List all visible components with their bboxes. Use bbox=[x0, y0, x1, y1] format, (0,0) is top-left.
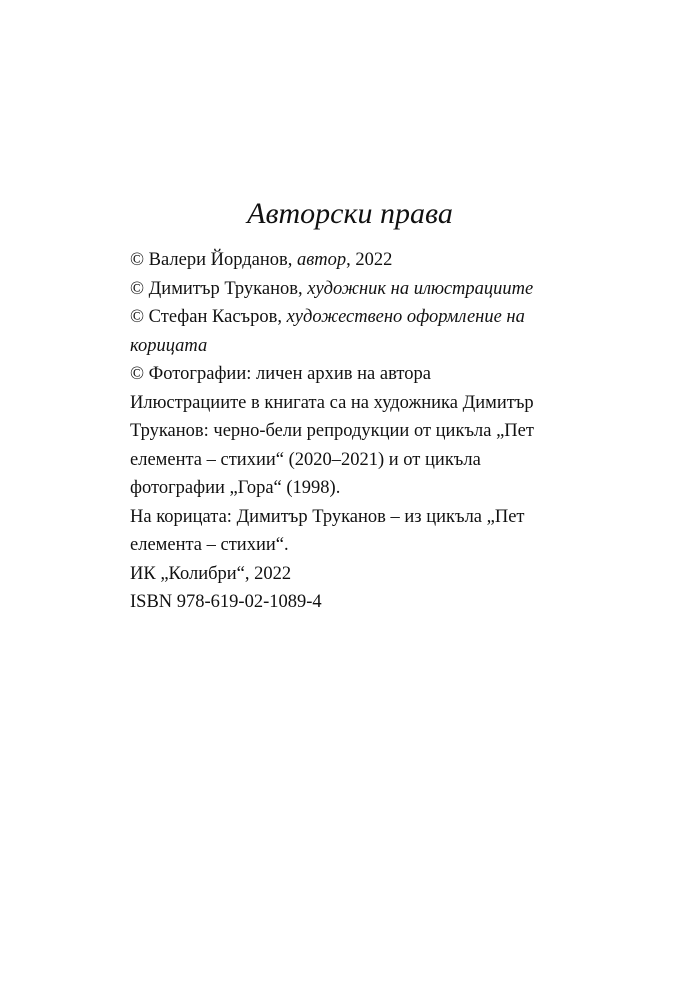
author-credit bbox=[130, 246, 570, 275]
cover-designer-credit-role-2: корицата bbox=[130, 335, 208, 356]
publisher-line: ИК „Колибри“, 2022 bbox=[130, 563, 292, 584]
isbn-line: ISBN 978-619-02-1089-4 bbox=[130, 592, 322, 612]
cover-designer-credit-prefix: © Стефан Касъров, bbox=[130, 307, 287, 327]
page-title: Авторски права bbox=[247, 197, 453, 230]
author-credit-prefix: © Валери Йорданов, bbox=[130, 250, 297, 270]
illustrator-credit-role: художник на илюстрациите bbox=[307, 278, 534, 299]
cover-designer-credit bbox=[130, 303, 570, 332]
cover-designer-credit-role-1: художествено оформление на bbox=[286, 307, 525, 327]
photos-credit: © Фотографии: личен архив на автора bbox=[130, 364, 431, 384]
illustrator-credit bbox=[130, 275, 570, 304]
cover-note-line: елемента – стихии“. bbox=[130, 535, 289, 555]
illustrations-note-line: Илюстрациите в книгата са на художника Димитър bbox=[130, 392, 534, 413]
illustrations-note-line: елемента – стихии“ (2020–2021) и от цикъла bbox=[130, 449, 481, 470]
illustrations-note-line: фотографии „Гора“ (1998). bbox=[130, 478, 341, 498]
copyright-block bbox=[130, 246, 570, 617]
cover-note-line: На корицата: Димитър Труканов – из цикъла „Пет bbox=[130, 506, 525, 527]
illustrator-credit-prefix: © Димитър Труканов, bbox=[130, 278, 308, 299]
author-credit-suffix: , 2022 bbox=[346, 250, 393, 270]
author-credit-role: автор bbox=[297, 250, 347, 270]
illustrations-note-line: Труканов: черно-бели репродукции от цикъла „Пет bbox=[130, 421, 534, 441]
